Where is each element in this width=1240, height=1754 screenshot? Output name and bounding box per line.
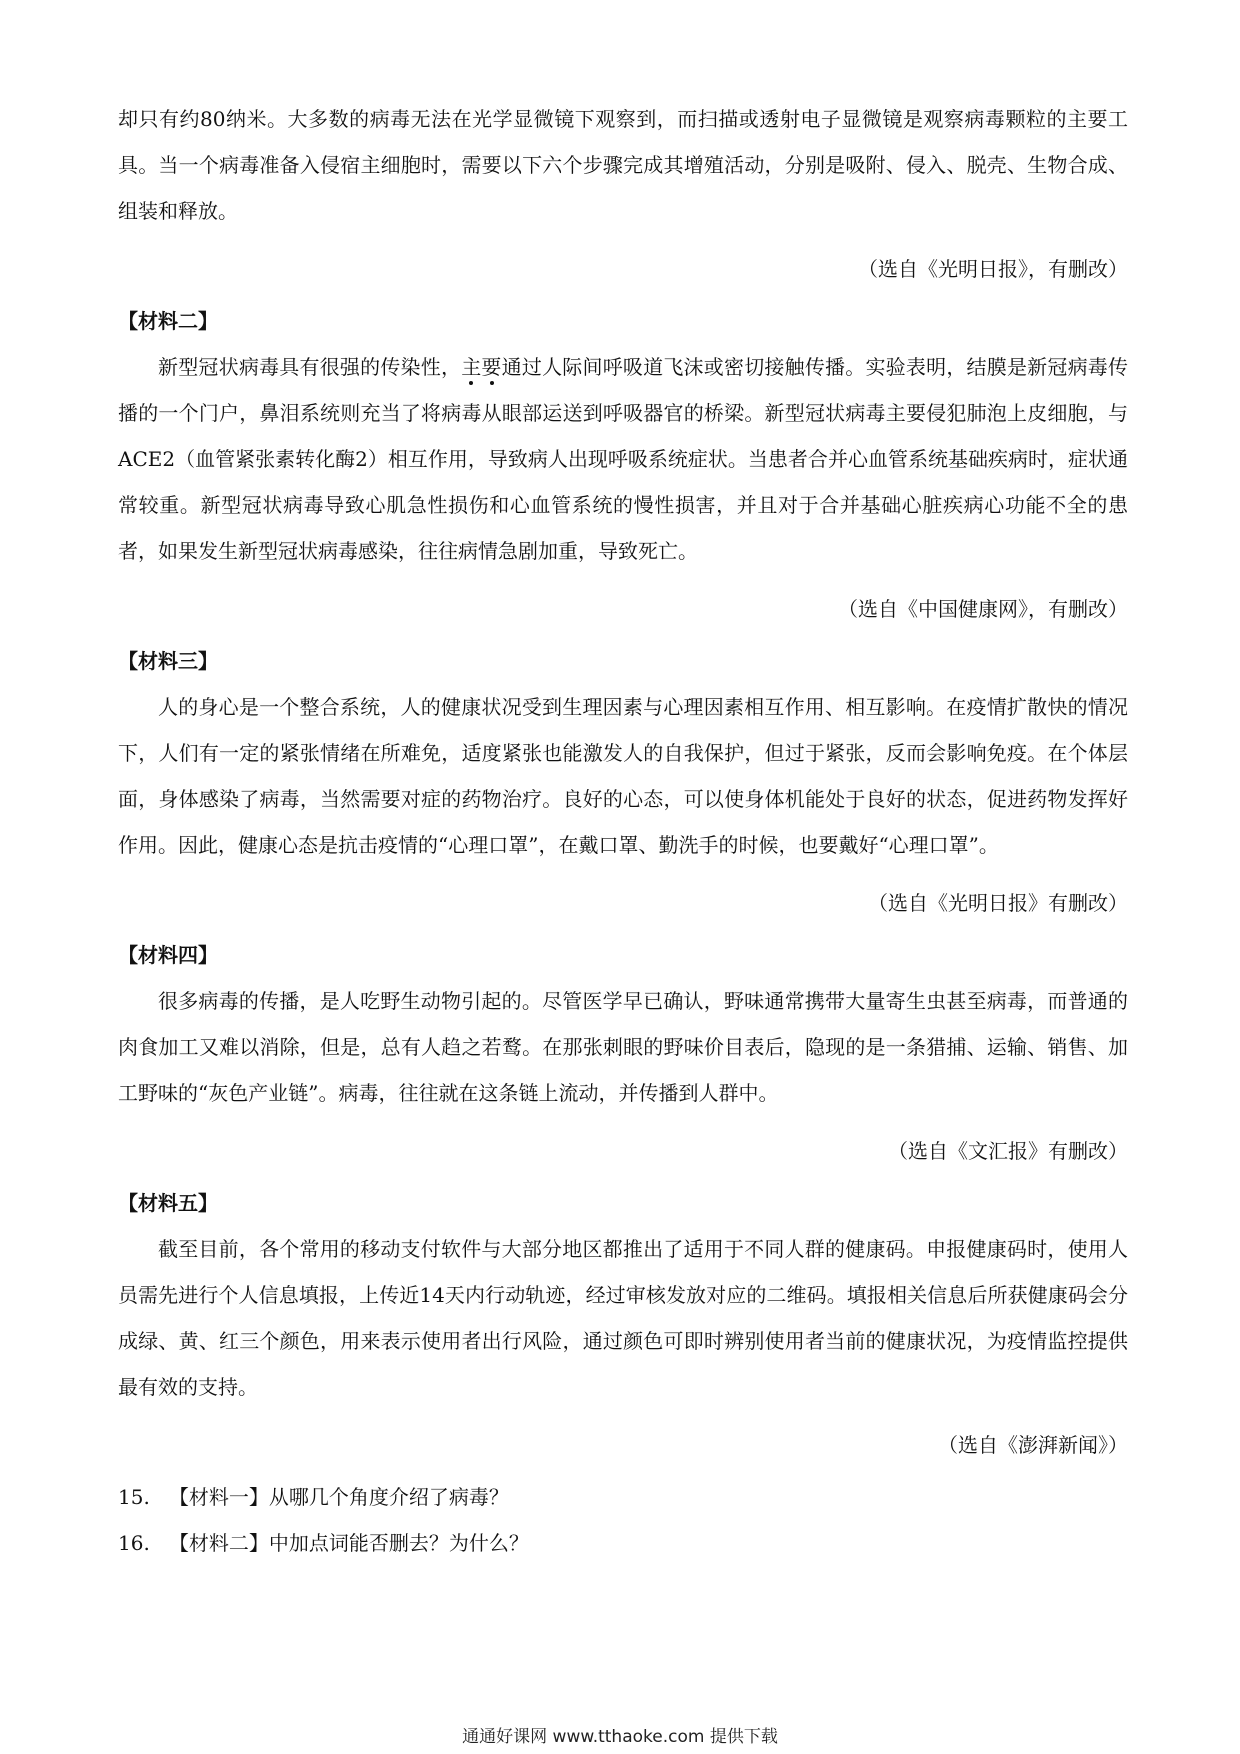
- material2-heading: 【材料二】: [118, 309, 218, 333]
- material1-text: 却只有约80纳米。大多数的病毒无法在光学显微镜下观察到，而扫描或透射电子显微镜是观察病毒颗粒的主要工具。当一个病毒准备入侵宿主细胞时，需要以下六个步骤完成其增殖活动，分别是吸附、侵入、脱壳、生物合成、组装和释放。: [118, 107, 1128, 223]
- material2-source: （选自《中国健康网》，有删改）: [838, 597, 1128, 621]
- material4-text: 很多病毒的传播，是人吃野生动物引起的。尽管医学早已确认，野味通常携带大量寄生虫甚至病毒，而普通的肉食加工又难以消除，但是，总有人趋之若鹜。在那张刺眼的野味价目表后，隐现的是一条猎捕、运输、销售、加工野味的“灰色产业链”。病毒，往往就在这条链上流动，并传播到人群中。: [118, 989, 1128, 1105]
- material2-text-after: 通过人际间呼吸道飞沫或密切接触传播。实验表明，结膜是新冠病毒传播的一个门户，鼻泪系统则充当了将病毒从眼部运送到呼吸器官的桥梁。新型冠状病毒主要侵犯肺泡上皮细胞，与ACE2（血管紧张素转化酶2）相互作用，导致病人出现呼吸系统症状。当患者合并心血管系统基础疾病时，症状通常较重。新型冠状病毒导致心肌急性损伤和心血管系统的慢性损害，并且对于合并基础心脏疾病心功能不全的患者，如果发生新型冠状病毒感染，往往病情急剧加重，导致死亡。: [118, 355, 1129, 563]
- question-15-text: 【材料一】从哪几个角度介绍了病毒？: [168, 1485, 509, 1509]
- material5-source: （选自《澎湃新闻》）: [938, 1433, 1128, 1457]
- material2-text: [118, 344, 1128, 574]
- material2-text-before: 新型冠状病毒具有很强的传染性，: [158, 355, 462, 379]
- question-16-text: 【材料二】中加点词能否删去？为什么？: [168, 1531, 529, 1555]
- material4-heading: 【材料四】: [118, 943, 218, 967]
- material5-text: 截至目前，各个常用的移动支付软件与大部分地区都推出了适用于不同人群的健康码。申报健康码时，使用人员需先进行个人信息填报，上传近14天内行动轨迹，经过审核发放对应的二维码。填报相关信息后所获健康码会分成绿、黄、红三个颜色，用来表示使用者出行风险，通过颜色可即时辨别使用者当前的健康状况，为疫情监控提供最有效的支持。: [118, 1237, 1128, 1399]
- question-16-number: 16.: [118, 1531, 150, 1555]
- material1-source: （选自《光明日报》，有删改）: [858, 257, 1128, 281]
- question-16: [118, 1520, 1128, 1566]
- material5-heading: 【材料五】: [118, 1191, 218, 1215]
- question-15: [118, 1474, 1128, 1520]
- material4-source: （选自《文汇报》有删改）: [888, 1139, 1128, 1163]
- dotted-char-1: 主: [461, 355, 482, 379]
- document-content: [118, 96, 1128, 1566]
- material3-text: 人的身心是一个整合系统，人的健康状况受到生理因素与心理因素相互作用、相互影响。在疫情扩散快的情况下，人们有一定的紧张情绪在所难免，适度紧张也能激发人的自我保护，但过于紧张，反而会影响免疫。在个体层面，身体感染了病毒，当然需要对症的药物治疗。良好的心态，可以使身体机能处于良好的状态，促进药物发挥好作用。因此，健康心态是抗击疫情的“心理口罩”，在戴口罩、勤洗手的时候，也要戴好“心理口罩”。: [118, 695, 1128, 857]
- footer-watermark: 通通好课网 www.tthaoke.com 提供下载: [462, 1727, 778, 1747]
- material3-source: （选自《光明日报》有删改）: [868, 891, 1128, 915]
- material3-heading: 【材料三】: [118, 649, 218, 673]
- question-15-number: 15.: [118, 1485, 150, 1509]
- dotted-char-2: 要: [481, 355, 502, 379]
